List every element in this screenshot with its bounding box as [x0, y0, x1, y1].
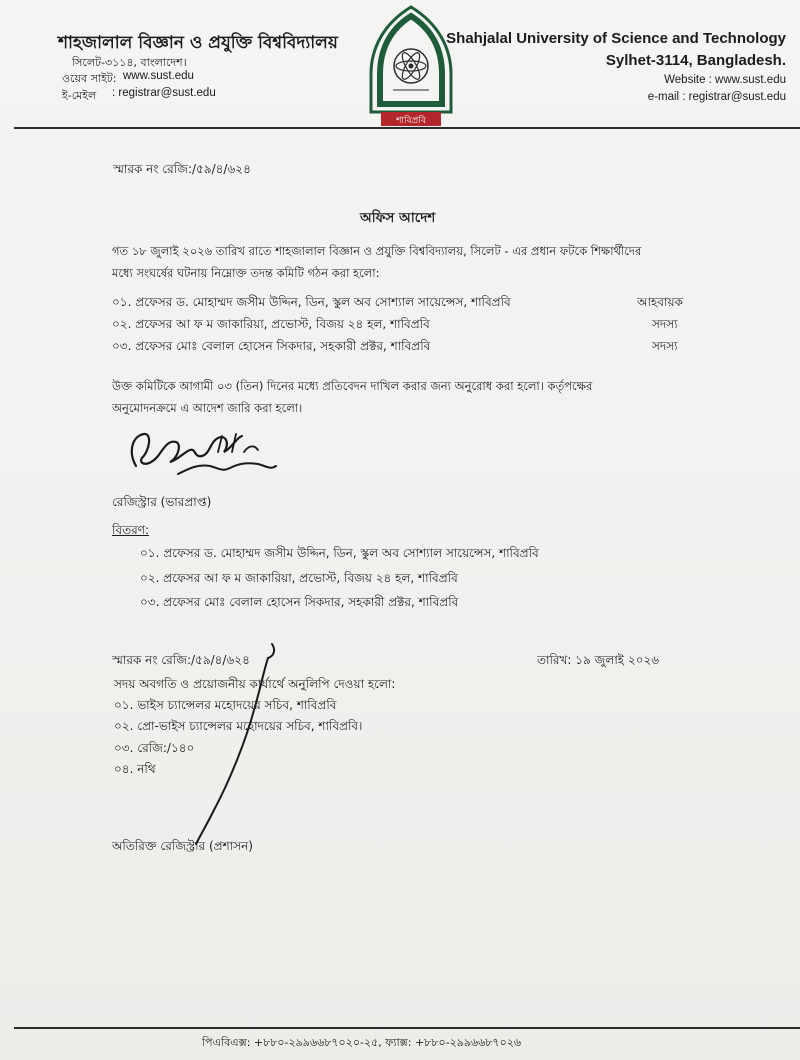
signature-title: রেজিস্ট্রার (ভারপ্রাপ্ত) — [112, 495, 212, 509]
footer-contact: পিএবিএক্স: +৮৮০-২৯৯৬৬৮৭০২০-২৫, ফ্যাক্স: +৮৮০-২৯৯৬৬৮৭০২৬ — [202, 1036, 522, 1049]
bn-email-label: ই-মেইল — [62, 89, 97, 102]
copy-item-3: ০৩. রেজি:/১৪০ — [114, 741, 195, 755]
additional-registrar-title: অতিরিক্ত রেজিস্ট্রার (প্রশাসন) — [112, 839, 253, 853]
pen-stroke-signature — [160, 640, 310, 850]
bn-university-name: শাহজালাল বিজ্ঞান ও প্রযুক্তি বিশ্ববিদ্যালয় — [58, 33, 338, 53]
distribution-heading: বিতরণ: — [112, 523, 150, 537]
en-email: e-mail : registrar@sust.edu — [647, 91, 786, 103]
copy-item-1: ০১. ভাইস চ্যান্সেলর মহোদয়ের সচিব, শাবিপ্রবি — [114, 698, 337, 712]
en-website: Website : www.sust.edu — [664, 74, 786, 86]
registrar-signature — [118, 422, 298, 486]
footer-rule — [14, 1027, 800, 1029]
order-title: অফিস আদেশ — [360, 210, 436, 226]
en-university-name: Shahjalal University of Science and Technology — [446, 30, 786, 47]
bn-email: : registrar@sust.edu — [112, 87, 216, 99]
en-address: Sylhet-3114, Bangladesh. — [605, 52, 786, 69]
copy-heading: সদয় অবগতি ও প্রয়োজনীয় কার্যার্থে অনুলিপি দেওয়া হলো: — [114, 677, 396, 691]
committee-role-1: আহবায়ক — [637, 295, 683, 309]
committee-role-2: সদস্য — [652, 317, 678, 331]
committee-member-1: ০১. প্রফেসর ড. মোহাম্মদ জসীম উদ্দিন, ডিন, স্কুল অব সোশ্যাল সায়েন্সেস, শাবিপ্রবি — [112, 295, 511, 309]
committee-member-2: ০২. প্রফেসর আ ফ ম জাকারিয়া, প্রভোস্ট, বিজয় ২৪ হল, শাবিপ্রবি — [112, 317, 430, 331]
intro-line-1: গত ১৮ জুলাই ২০২৬ তারিখ রাতে শাহজালাল বিজ্ঞান ও প্রযুক্তি বিশ্ববিদ্যালয়, সিলেট - এর প্রধান ফটকে শিক্ষার্থীদের — [112, 244, 642, 258]
copy-item-2: ০২. প্রো-ভাইস চ্যান্সেলর মহোদয়ের সচিব, শাবিপ্রবি। — [114, 719, 363, 733]
distribution-item-3: ০৩. প্রফেসর মোঃ বেলাল হোসেন সিকদার, সহকারী প্রক্টর, শাবিপ্রবি — [140, 595, 459, 609]
memo-number: স্মারক নং রেজি:/৫৯/৪/৬২৪ — [113, 162, 251, 176]
university-logo — [363, 4, 459, 130]
memo-number-2: স্মারক নং রেজি:/৫৯/৪/৬২৪ — [112, 653, 250, 667]
bn-website-label: ওয়েব সাইট: — [62, 72, 117, 85]
request-line-1: উক্ত কমিটিকে আগামী ০৩ (তিন) দিনের মধ্যে প্রতিবেদন দাখিল করার জন্য অনুরোধ করা হলো। কর্তৃপক্ষের — [112, 379, 593, 393]
intro-line-2: মধ্যে সংঘর্ষের ঘটনায় নিম্নোক্ত তদন্ত কমিটি গঠন করা হলো: — [112, 266, 380, 280]
request-line-2: অনুমোদনক্রমে এ আদেশ জারি করা হলো। — [112, 401, 303, 415]
bn-website: www.sust.edu — [123, 70, 194, 82]
distribution-item-1: ০১. প্রফেসর ড. মোহাম্মদ জসীম উদ্দিন, ডিন, স্কুল অব সোশ্যাল সায়েন্সেস, শাবিপ্রবি — [140, 546, 539, 560]
committee-role-3: সদস্য — [652, 339, 678, 353]
distribution-item-2: ০২. প্রফেসর আ ফ ম জাকারিয়া, প্রভোস্ট, বিজয় ২৪ হল, শাবিপ্রবি — [140, 571, 458, 585]
bn-address: সিলেট-৩১১৪, বাংলাদেশ। — [72, 56, 187, 69]
copy-item-4: ০৪. নথি — [114, 762, 156, 776]
header-rule — [14, 127, 800, 129]
issue-date: তারিখ: ১৯ জুলাই ২০২৬ — [537, 653, 660, 667]
committee-member-3: ০৩. প্রফেসর মোঃ বেলাল হোসেন সিকদার, সহকারী প্রক্টর, শাবিপ্রবি — [112, 339, 431, 353]
logo-label: শাবিপ্রবি — [396, 116, 426, 126]
